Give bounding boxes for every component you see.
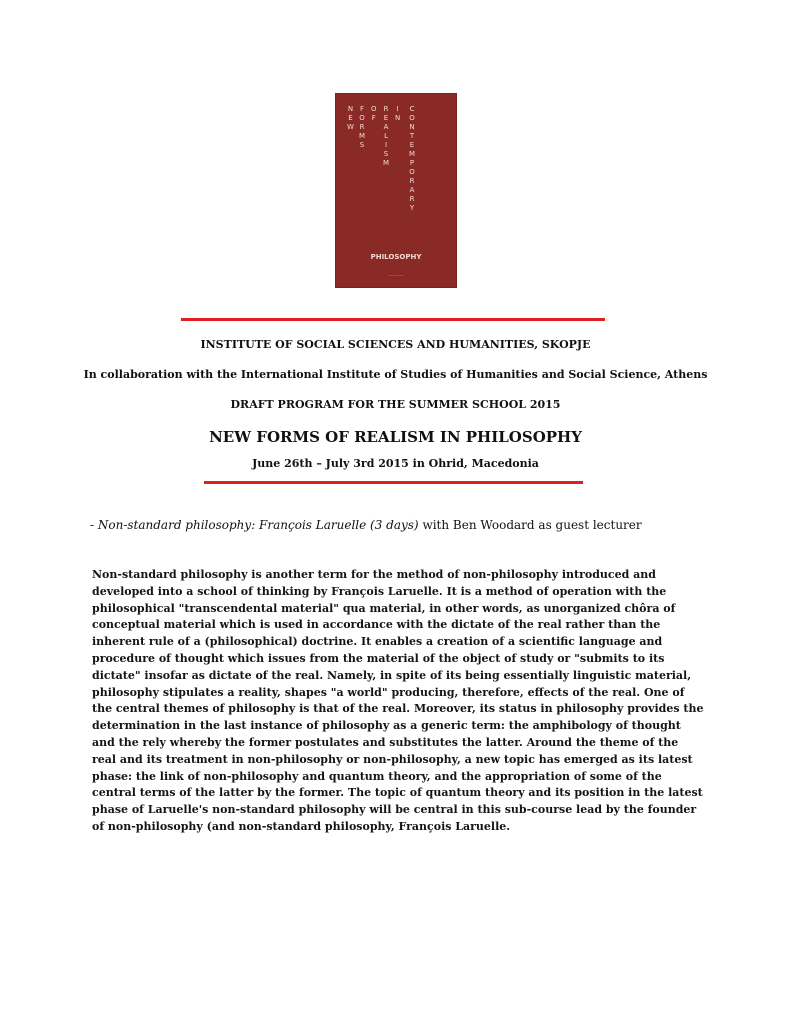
- cover-column: [347, 105, 354, 132]
- cover-letter: N: [395, 114, 401, 122]
- cover-letter: R: [359, 123, 365, 131]
- cover-letter: E: [383, 114, 389, 122]
- cover-letter: O: [409, 114, 415, 122]
- cover-letter: A: [409, 186, 415, 194]
- cover-letter: S: [383, 150, 389, 158]
- dates-location: June 26th – July 3rd 2015 in Ohrid, Macedonia: [252, 457, 539, 470]
- cover-column: [359, 105, 365, 150]
- cover-letter: I: [396, 105, 399, 113]
- cover-footer-text: ············: [388, 273, 404, 278]
- course-lecturer: with Ben Woodard as guest lecturer: [418, 518, 642, 532]
- cover-letter: T: [409, 132, 415, 140]
- cover-letter: E: [409, 141, 415, 149]
- cover-letter: S: [359, 141, 365, 149]
- cover-letter: E: [348, 114, 353, 122]
- cover-letter: I: [384, 141, 388, 149]
- top-red-rule: [181, 318, 605, 321]
- cover-column: [383, 105, 389, 168]
- cover-letter: R: [409, 195, 415, 203]
- cover-letter: W: [347, 123, 354, 131]
- cover-letter: O: [409, 168, 415, 176]
- course-title: - Non-standard philosophy: François Laruelle (3 days): [90, 518, 419, 532]
- cover-column: [409, 105, 415, 213]
- cover-letter: F: [360, 105, 365, 113]
- cover-column: [395, 105, 400, 123]
- cover-letter: C: [409, 105, 415, 113]
- cover-letter: Y: [409, 204, 415, 212]
- bottom-red-rule: [204, 481, 583, 484]
- cover-letter: A: [383, 123, 389, 131]
- cover-letter: F: [371, 114, 376, 122]
- collaboration-line: In collaboration with the International Institute of Studies of Humanities and Social Science, Athens: [83, 368, 708, 381]
- cover-letter: N: [347, 105, 354, 113]
- cover-letter: P: [409, 159, 415, 167]
- book-cover: [335, 93, 457, 288]
- cover-letter: N: [409, 123, 415, 131]
- cover-column: [371, 105, 377, 123]
- cover-subject: PHILOSOPHY: [370, 253, 422, 261]
- draft-program-line: DRAFT PROGRAM FOR THE SUMMER SCHOOL 2015: [230, 398, 561, 411]
- institute-heading: INSTITUTE OF SOCIAL SCIENCES AND HUMANITIES, SKOPJE: [200, 338, 591, 351]
- page-title: NEW FORMS OF REALISM IN PHILOSOPHY: [209, 428, 582, 446]
- cover-letter: R: [383, 105, 389, 113]
- cover-letter: L: [384, 132, 388, 140]
- cover-letter: M: [383, 159, 390, 167]
- cover-letter: R: [409, 177, 415, 185]
- course-heading: [90, 518, 642, 532]
- cover-letter: O: [371, 105, 377, 113]
- description-paragraph: Non-standard philosophy is another term for the method of non-philosophy introduced and developed into a school of thinking by François Laruelle. It is a method of operation with the philosophical "transcendental material" qua material, in other words, as unorganized chôra of conceptual material which is used in accordance with the dictate of the real rather than the inherent rule of a (philosophical) doctrine. It enables a creation of a scientific language and procedure of thought which issues from the material of the object of study or "submits to its dictate" insofar as dictate of the real. Namely, in spite of its being essentially linguistic material, philosophy stipulates a reality, shapes "a world" producing, therefore, effects of the real. One of the central themes of philosophy is that of the real. Moreover, its status in philosophy provides the determination in the last instance of philosophy as a generic term: the amphibology of thought and the rely whereby the former postulates and substitutes the latter. Around the theme of the real and its treatment in non-philosophy or non-philosophy, a new topic has emerged as its latest phase: the link of non-philosophy and quantum theory, and the appropriation of some of the central terms of the latter by the former. The topic of quantum theory and its position in the latest phase of Laruelle's non-standard philosophy will be central in this sub-course lead by the founder of non-philosophy (and non-standard philosophy, François Laruelle.: [92, 568, 704, 833]
- cover-letter: M: [359, 132, 366, 140]
- cover-letter: M: [409, 150, 416, 158]
- cover-letter: O: [359, 114, 365, 122]
